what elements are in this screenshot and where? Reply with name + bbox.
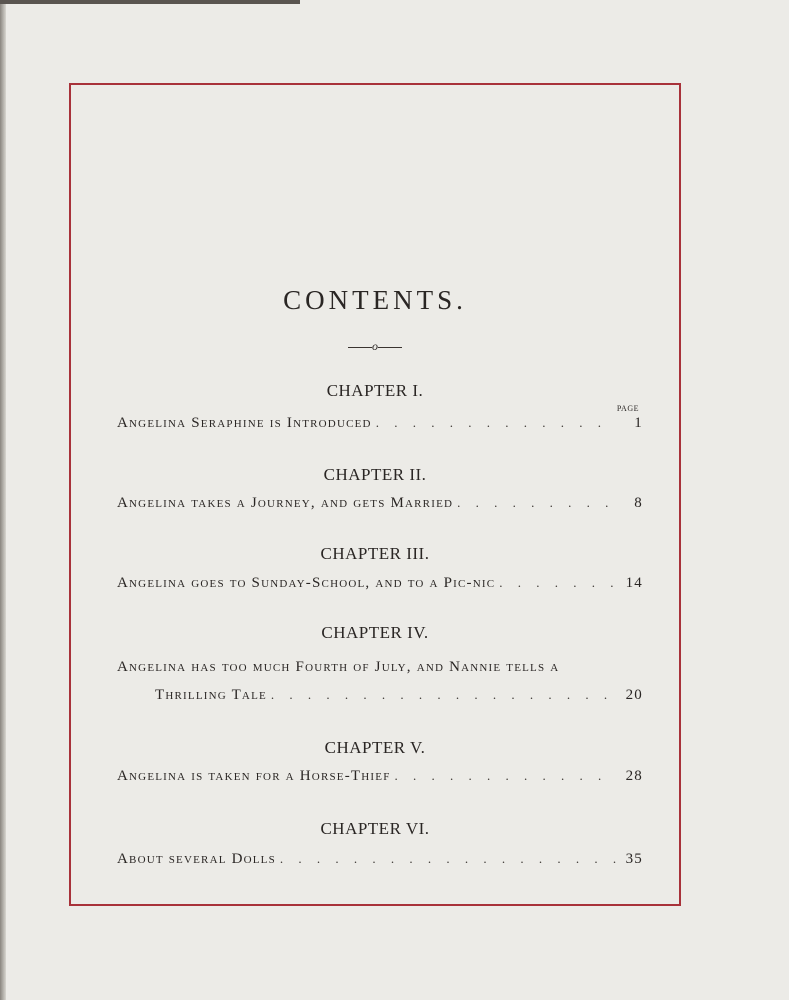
toc-entry-title: Angelina takes a Journey, and gets Married — [117, 495, 454, 511]
toc-entry-title: Angelina goes to Sunday-School, and to a Pic-nic — [117, 575, 496, 591]
leader-dots — [395, 768, 617, 784]
toc-entry-title: About several Dolls — [117, 851, 276, 867]
chapter-heading-5: CHAPTER V. — [324, 738, 426, 757]
toc-entry-page: 20 — [625, 687, 643, 703]
chapter-heading-3: CHAPTER III. — [320, 544, 430, 563]
toc-entry-page: 28 — [625, 768, 643, 784]
leader-dots — [499, 575, 617, 591]
toc-entry-page: 1 — [634, 415, 643, 431]
toc-entry-5[interactable] — [117, 768, 643, 785]
contents-title: CONTENTS. — [283, 285, 467, 315]
ornamental-divider — [71, 339, 679, 354]
chapter-heading-1: CHAPTER I. — [326, 381, 424, 400]
toc-entry-page: 14 — [625, 575, 643, 591]
leader-dots — [280, 851, 617, 867]
toc-entry-4[interactable] — [155, 687, 643, 704]
divider-line-left — [348, 347, 372, 348]
page-column-label: PAGE — [616, 404, 639, 413]
toc-entry-title: Thrilling Tale — [155, 687, 267, 703]
page-top-shadow — [0, 0, 300, 4]
chapter-heading-6: CHAPTER VI. — [320, 819, 430, 838]
toc-entry-page: 8 — [634, 495, 643, 511]
leader-dots — [271, 687, 617, 703]
toc-entry-1[interactable] — [117, 415, 643, 432]
toc-entry-title: Angelina Seraphine is Introduced — [117, 415, 372, 431]
toc-entry-6[interactable] — [117, 851, 643, 868]
toc-entry-page: 35 — [625, 851, 643, 867]
divider-line-right — [378, 347, 402, 348]
leader-dots — [376, 415, 617, 431]
leader-dots — [457, 495, 617, 511]
contents-frame — [69, 83, 681, 906]
toc-entry-4-line1[interactable]: Angelina has too much Fourth of July, and Nannie tells a — [117, 659, 560, 675]
page-edge — [0, 0, 6, 1000]
chapter-heading-2: CHAPTER II. — [323, 465, 427, 484]
divider-mark: o — [372, 339, 378, 353]
toc-entry-2[interactable] — [117, 495, 643, 512]
toc-entry-title: Angelina is taken for a Horse-Thief — [117, 768, 391, 784]
chapter-heading-4: CHAPTER IV. — [321, 623, 429, 642]
toc-entry-3[interactable] — [117, 575, 643, 592]
